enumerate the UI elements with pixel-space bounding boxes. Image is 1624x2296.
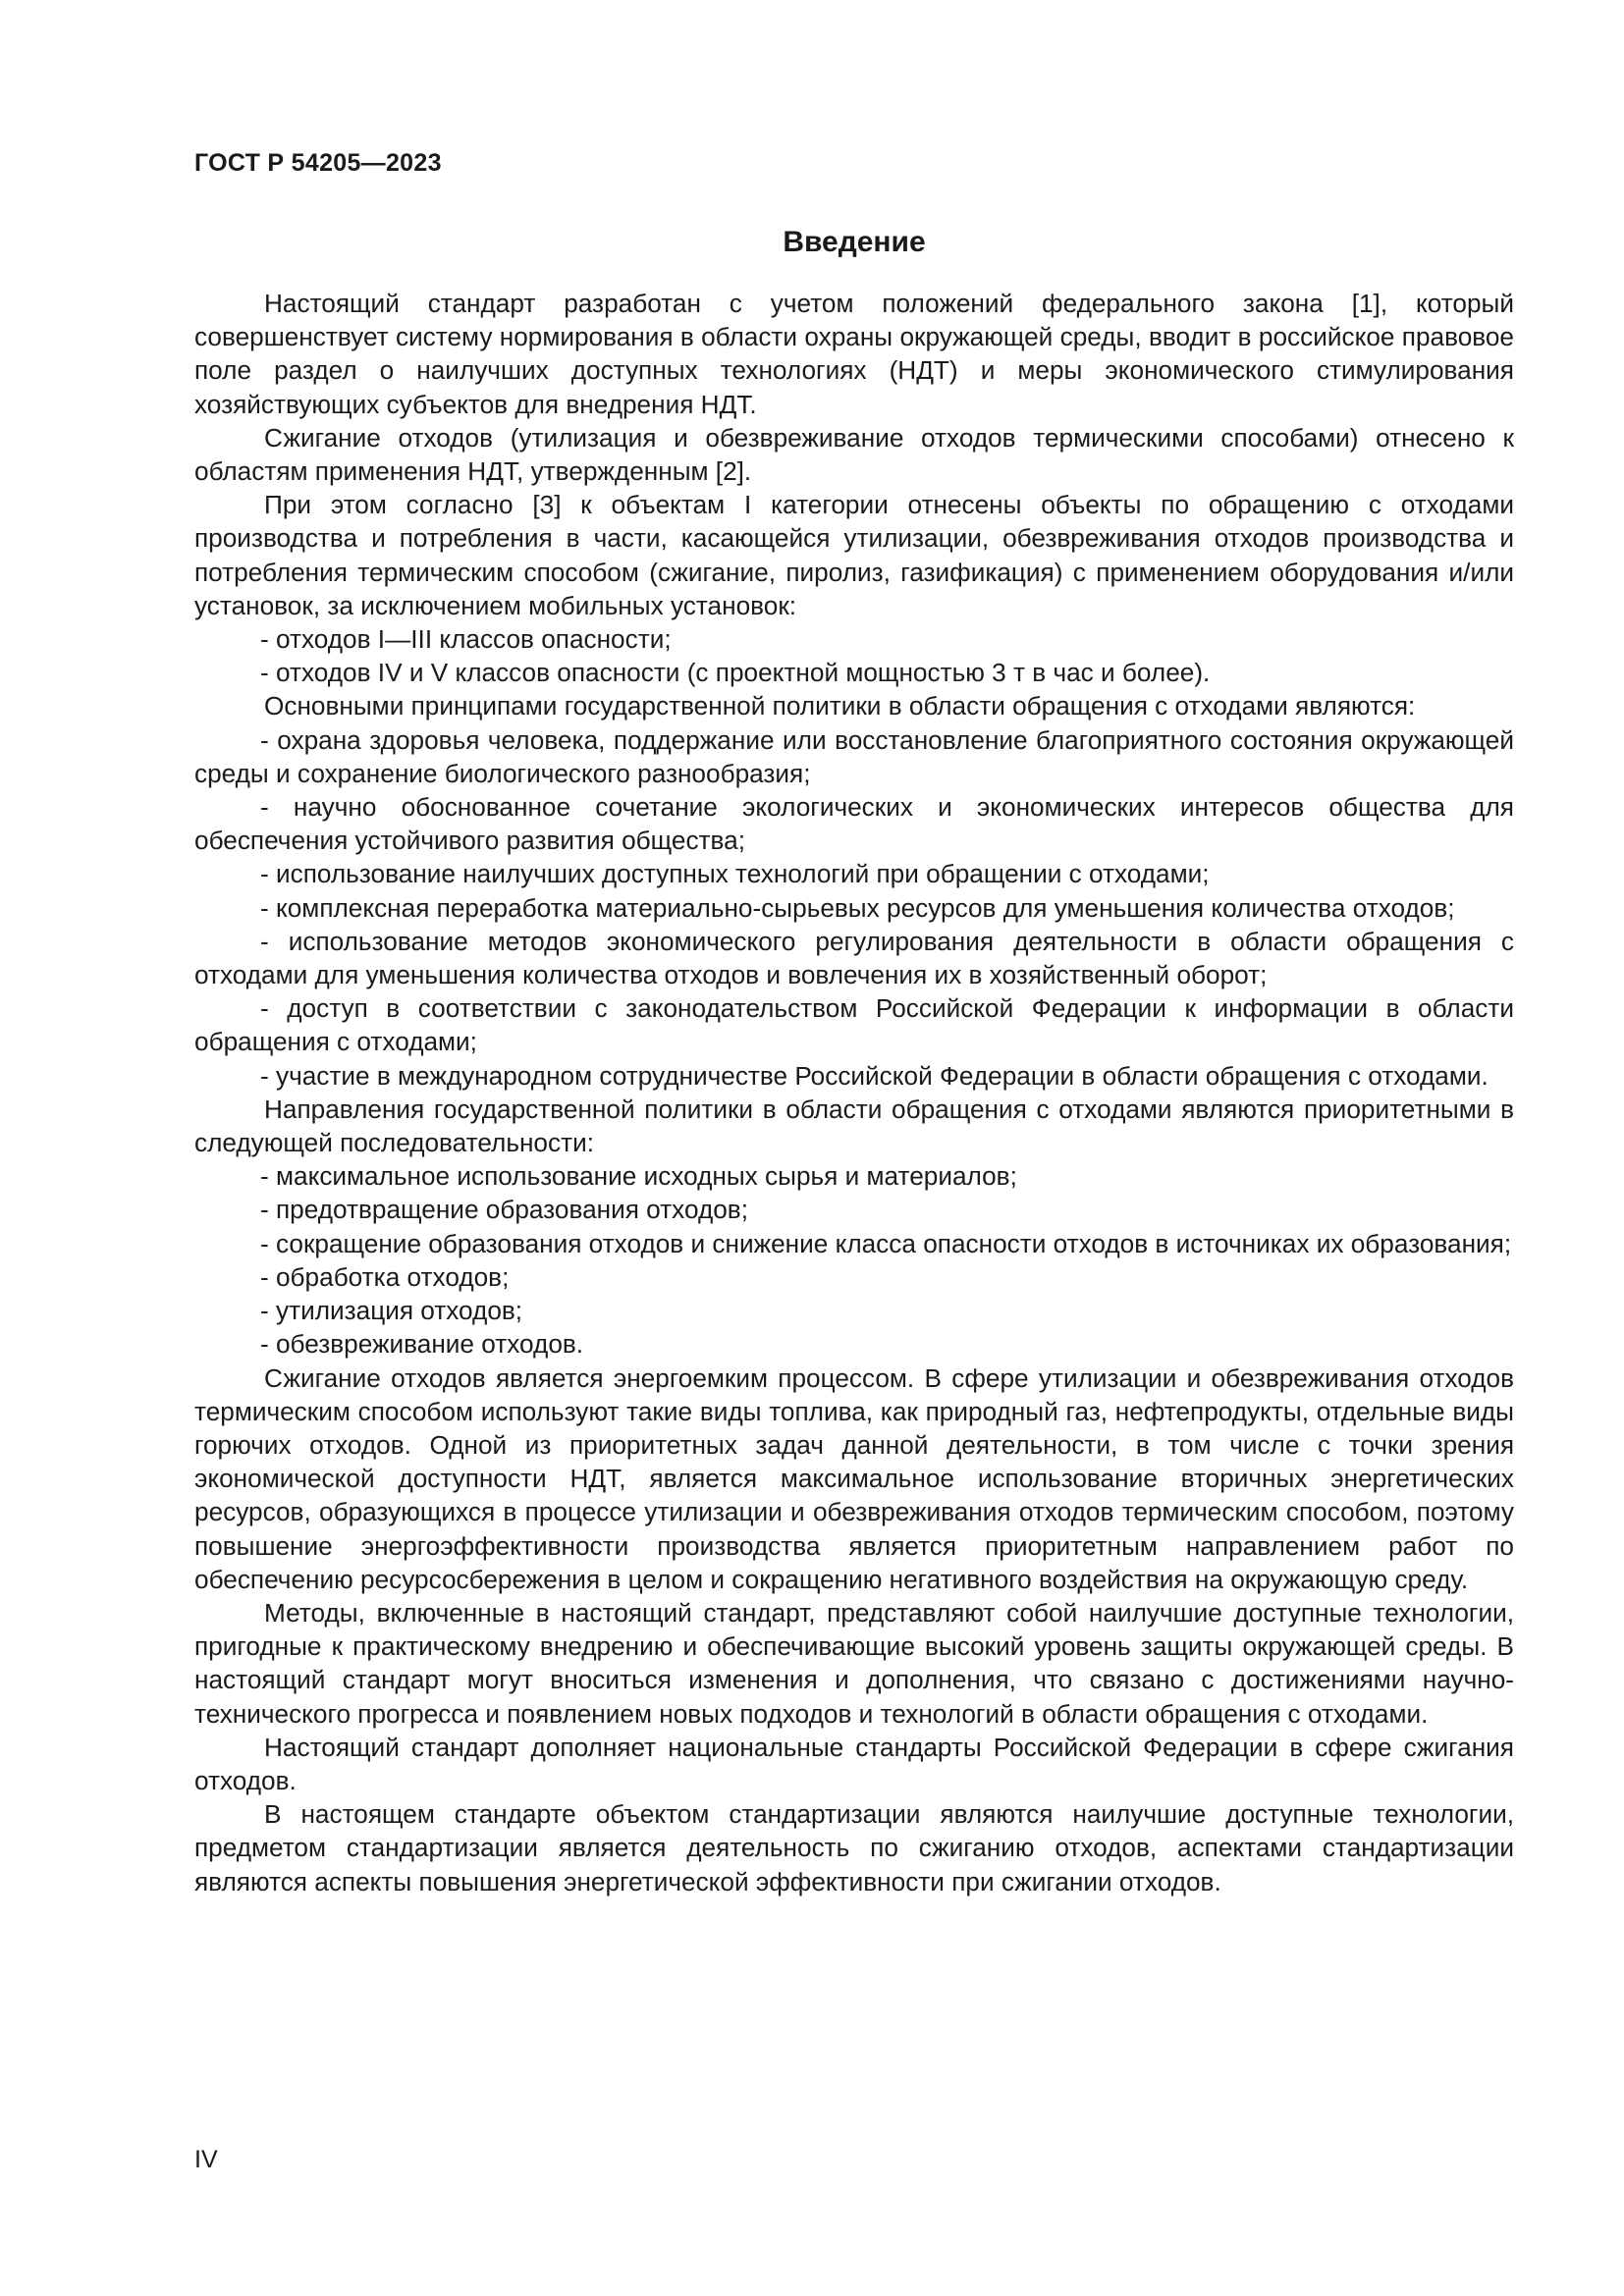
list-item: - отходов IV и V классов опасности (с проектной мощностью 3 т в час и более). bbox=[260, 658, 1211, 688]
paragraph: Методы, включенные в настоящий стандарт, представляют собой наилучшие доступные технологии, пригодные к практическому внедрению и обеспечивающие высокий уровень защиты окружающей среды. В настоящий стандарт могут вноситься изменения и дополнения, что связано с достижениями научно-технического прогресса и появлением новых подходов и технологий в области обращения с отходами. bbox=[194, 1597, 1514, 1729]
paragraph: Настоящий стандарт дополняет национальные стандарты Российской Федерации в сфере сжигания отходов. bbox=[194, 1732, 1514, 1795]
list-item: - утилизация отходов; bbox=[260, 1296, 523, 1326]
paragraph: Сжигание отходов (утилизация и обезвреживание отходов термическими способами) отнесено к областям применения НДТ, утвержденным [2]. bbox=[194, 422, 1514, 487]
list-item: - сокращение образования отходов и снижение класса опасности отходов в источниках их образования; bbox=[260, 1228, 1512, 1258]
list-item: - участие в международном сотрудничестве Российской Федерации в области обращения с отходами. bbox=[260, 1060, 1489, 1091]
list-item: - предотвращение образования отходов; bbox=[260, 1195, 748, 1225]
document-code: ГОСТ Р 54205—2023 bbox=[194, 149, 442, 177]
list-item: - комплексная переработка материально-сырьевых ресурсов для уменьшения количества отходов; bbox=[260, 892, 1455, 923]
list-item: - использование методов экономического регулирования деятельности в области обращения с отходами для уменьшения количества отходов и вовлечения их в хозяйственный оборот; bbox=[194, 926, 1514, 990]
introduction-body bbox=[194, 287, 1514, 1898]
paragraph: В настоящем стандарте объектом стандартизации являются наилучшие доступные технологии, предметом стандартизации является деятельность по сжиганию отходов, аспектами стандартизации являются аспекты повышения энергетической эффективности при сжигании отходов. bbox=[194, 1799, 1514, 1896]
list-item: - доступ в соответствии с законодательством Российской Федерации к информации в области обращения с отходами; bbox=[194, 993, 1514, 1057]
list-item: - научно обоснованное сочетание экологических и экономических интересов общества для обеспечения устойчивого развития общества; bbox=[194, 792, 1514, 856]
list-item: - обработка отходов; bbox=[260, 1261, 510, 1292]
list-item: - обезвреживание отходов. bbox=[260, 1329, 584, 1360]
paragraph: Сжигание отходов является энергоемким процессом. В сфере утилизации и обезвреживания отходов термическим способом используют такие виды топлива, как природный газ, нефтепродукты, отдельные виды горючих отходов. Одной из приоритетных задач данной деятельности, в том числе с точки зрения экономической доступности НДТ, является максимальное использование вторичных энергетических ресурсов, образующихся в процессе утилизации и обезвреживания отходов термическим способом, поэтому повышение энергоэффективности производства является приоритетным направлением работ по обеспечению ресурсосбережения в целом и сокращению негативного воздействия на окружающую среду. bbox=[194, 1362, 1514, 1594]
paragraph: Основными принципами государственной политики в области обращения с отходами являются: bbox=[264, 691, 1416, 721]
list-item: - охрана здоровья человека, поддержание или восстановление благоприятного состояния окружающей среды и сохранение биологического разнообразия; bbox=[194, 724, 1514, 788]
list-item: - использование наилучших доступных технологий при обращении с отходами; bbox=[260, 859, 1210, 889]
section-title: Введение bbox=[783, 226, 926, 258]
page-number: IV bbox=[194, 2146, 218, 2173]
paragraph: При этом согласно [3] к объектам I категории отнесены объекты по обращению с отходами производства и потребления в части, касающейся утилизации, обезвреживания отходов производства и потребления термическим способом (сжигание, пиролиз, газификация) с применением оборудования и/или установок, за исключением мобильных установок: bbox=[194, 490, 1514, 620]
list-item: - отходов I—III классов опасности; bbox=[260, 624, 672, 655]
list-item: - максимальное использование исходных сырья и материалов; bbox=[260, 1161, 1017, 1192]
paragraph: Настоящий стандарт разработан с учетом положений федерального закона [1], который совершенствует систему нормирования в области охраны окружающей среды, вводит в российское правовое поле раздел о наилучших доступных технологиях (НДТ) и меры экономического стимулирования хозяйствующих субъектов для внедрения НДТ. bbox=[194, 289, 1514, 419]
paragraph: Направления государственной политики в области обращения с отходами являются приоритетными в следующей последовательности: bbox=[194, 1094, 1514, 1158]
